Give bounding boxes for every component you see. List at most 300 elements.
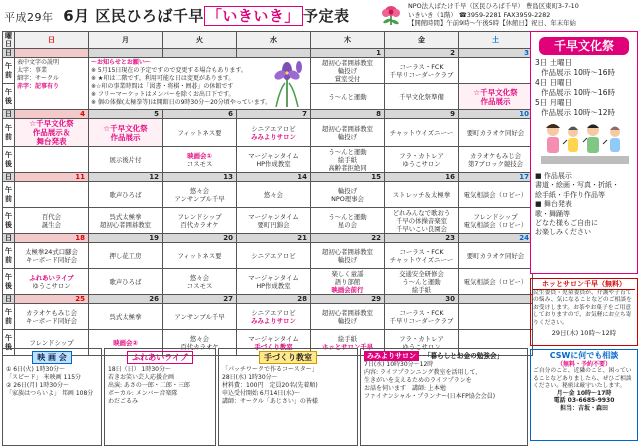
event-name: キーボード同好会 xyxy=(25,316,78,325)
date-number: 23 xyxy=(385,234,459,243)
movie-box xyxy=(2,348,102,446)
date-number: 22 xyxy=(311,234,385,243)
festival-bullet: 絵手紙・手作り作品等 xyxy=(535,190,605,199)
event-name: 百代カラオケ xyxy=(180,342,219,351)
event-name: フレンドシップ xyxy=(177,212,222,221)
event-cell xyxy=(385,243,459,269)
event-name: 作品展示 xyxy=(110,132,141,142)
slot-row-am xyxy=(3,304,533,330)
date-row-label: 日 xyxy=(3,173,15,182)
movie-line: ① 6日(火) 1時30分～ xyxy=(6,366,66,373)
event-name: 語り部館 xyxy=(334,277,361,286)
event-cell xyxy=(89,304,163,330)
csw-body: ご自分のこと、近隣のこと、困っていることなどありましたら、ぜひご相談ください。秘密は厳守いたします。 xyxy=(533,368,632,389)
flower-icon xyxy=(378,2,404,26)
date-number: 28 xyxy=(237,295,311,304)
event-name: シニアエアロビ xyxy=(251,124,296,133)
date-number: 20 xyxy=(163,234,237,243)
announcement-line: ※ 5月15日現在の予定ですので変更する場合もあります。 xyxy=(91,67,247,74)
event-name: フレンドシップ xyxy=(29,338,74,347)
event-name: マージャンタイム xyxy=(248,273,299,282)
slot-label-pm: 午後 xyxy=(3,147,15,173)
festival-line: 作品展示 10時～16時 xyxy=(541,68,615,77)
event-cell xyxy=(89,119,163,147)
event-name: 第7ブロック競技会 xyxy=(467,159,524,168)
craft-line: 28日(水) 1時30分～ xyxy=(222,374,278,381)
event-cell xyxy=(237,269,311,295)
slot-label-am: 午前 xyxy=(3,119,15,147)
event-cell xyxy=(163,304,237,330)
slot-label-pm: 午後 xyxy=(3,269,15,295)
event-name: ☆千早文化祭 xyxy=(29,119,74,128)
date-row xyxy=(3,234,533,243)
event-name: みみよりサロン xyxy=(251,316,296,325)
event-name: コーラス・FCK xyxy=(399,247,444,256)
event-name: 悠々会 xyxy=(263,190,284,199)
date-number: 12 xyxy=(89,173,163,182)
mimiyori-line: 7日(水) 10時30分～12時 xyxy=(364,361,434,368)
event-name: 輪投げ xyxy=(337,66,358,75)
legend-line: 細字：サークル xyxy=(17,75,59,82)
slot-label-pm: 午後 xyxy=(3,208,15,234)
event-cell xyxy=(311,304,385,330)
festival-bullet: 書道・絵画・写真・折紙・ xyxy=(535,181,619,190)
csw-hours: 月～金 10時～17時 xyxy=(556,390,612,398)
event-name: フラ・カトレア xyxy=(399,151,444,160)
craft-title: 手づくり教室 xyxy=(259,351,317,364)
event-cell xyxy=(311,243,385,269)
event-name: コーラス・FCK xyxy=(399,308,444,317)
right-panel xyxy=(530,31,638,441)
event-name: う～んと運動 xyxy=(402,277,441,286)
event-name: フィットネス要 xyxy=(177,128,222,137)
event-name: NPO理事会 xyxy=(331,194,364,203)
event-name: う～んと運動 xyxy=(328,212,367,221)
date-number: 1 xyxy=(311,49,385,58)
announcement-line: ※ フリーマーケットはメンバーを除くお出口下です。 xyxy=(91,91,235,98)
event-name: 歌声ひろば xyxy=(109,190,142,199)
event-cell xyxy=(459,269,533,295)
event-name: 超初心者囲碁教室 xyxy=(321,247,374,256)
event-name: 作品展示 xyxy=(480,96,511,106)
date-number: 25 xyxy=(15,295,89,304)
slot-label-am: 午前 xyxy=(3,243,15,269)
csw-phone: 電話 03-6685-9930 xyxy=(553,397,615,405)
date-number: 5 xyxy=(89,110,163,119)
date-row xyxy=(3,173,533,182)
festival-bullet: お楽しみください xyxy=(535,228,591,237)
date-number: 9 xyxy=(385,110,459,119)
event-cell xyxy=(15,182,89,208)
event-name: ☆千早文化祭 xyxy=(473,87,518,97)
legend-line: 太字：事業 xyxy=(17,67,48,74)
event-name: 絵手紙 xyxy=(337,334,358,343)
date-number xyxy=(15,49,89,58)
event-name: みみよりサロン xyxy=(251,132,296,141)
slot-label-am: 午前 xyxy=(3,58,15,84)
date-number: 10 xyxy=(459,110,533,119)
event-name: 要町円錦会 xyxy=(257,220,290,229)
live-line: 出演: あさの一郎・二郎・三郎 xyxy=(108,382,190,389)
title-era: 平成29年 xyxy=(4,11,54,24)
slot-label-pm: 午後 xyxy=(3,330,15,356)
facility-info xyxy=(408,2,636,28)
slot-row-am xyxy=(3,243,533,269)
event-cell xyxy=(311,84,385,110)
announcement-line: ※ ★印は二階です。利用可能な日は変更があります。 xyxy=(91,75,235,82)
page-title xyxy=(4,5,349,26)
date-number: 30 xyxy=(385,295,459,304)
event-cell xyxy=(311,119,385,147)
festival-bullet: 歌・舞踊等 xyxy=(535,209,570,218)
event-cell xyxy=(459,147,533,173)
date-number: 7 xyxy=(237,110,311,119)
event-name: 楽しく童謡 xyxy=(331,269,364,278)
event-cell xyxy=(385,269,459,295)
weekday-header: 水 xyxy=(237,32,311,49)
date-row xyxy=(3,49,533,58)
event-name: チャットウイズニーー xyxy=(389,128,454,137)
announcement-note xyxy=(89,58,311,110)
title-month: 6月 xyxy=(63,7,90,25)
event-name: 舞台発表 xyxy=(36,137,67,146)
event-name: ストレッチ＆太極拳 xyxy=(392,190,451,199)
event-name: 輪投げ xyxy=(337,255,358,264)
event-cell xyxy=(385,58,459,84)
event-cell xyxy=(89,208,163,234)
event-name: 超初心者囲碁教室 xyxy=(321,308,374,317)
event-name: 星の会 xyxy=(337,220,358,229)
calendar-table xyxy=(2,31,533,356)
event-name: 悠々会 xyxy=(189,186,210,195)
event-cell xyxy=(163,119,237,147)
craft-box xyxy=(218,348,358,446)
weekday-header: 金 xyxy=(385,32,459,49)
date-number: 19 xyxy=(89,234,163,243)
announcement-line: ～お知らせとお願い～ xyxy=(91,59,151,66)
festival-title: 千早文化祭 xyxy=(539,37,629,55)
live-title: ふれあいライブ xyxy=(127,351,193,364)
csw-staff: 担当：吉坂・森田 xyxy=(559,404,608,412)
event-cell xyxy=(311,147,385,173)
event-cell xyxy=(163,182,237,208)
event-cell xyxy=(459,58,533,84)
date-number xyxy=(237,49,311,58)
slot-row-am xyxy=(3,119,533,147)
iris-icon xyxy=(266,59,308,107)
event-cell xyxy=(237,243,311,269)
date-row xyxy=(3,110,533,119)
event-name: 映画会前行 xyxy=(331,285,364,294)
event-name: 千早の体操音楽室 xyxy=(395,216,448,225)
event-cell xyxy=(237,208,311,234)
slot-row-am xyxy=(3,182,533,208)
event-name: ゆうこサロン xyxy=(402,159,441,168)
mimiyori-line: お話を伺います 講師: 上本勉 xyxy=(364,385,446,392)
event-cell xyxy=(385,84,459,110)
date-number: 17 xyxy=(459,173,533,182)
event-name: 輪投げ xyxy=(337,186,358,195)
event-cell xyxy=(459,208,533,234)
event-cell xyxy=(237,119,311,147)
event-cell xyxy=(163,269,237,295)
date-number: 2 xyxy=(385,49,459,58)
event-cell xyxy=(311,208,385,234)
event-name: 電気相談会（ロビー） xyxy=(463,220,528,229)
slot-row-pm xyxy=(3,208,533,234)
date-number: 27 xyxy=(163,295,237,304)
event-name: 映画会② xyxy=(113,338,138,347)
event-cell xyxy=(459,304,533,330)
legend-line: 表中文字の説明 xyxy=(17,59,60,66)
date-row-label: 日 xyxy=(3,110,15,119)
event-name: 千早リコーダークラブ xyxy=(389,316,454,325)
date-number: 29 xyxy=(311,295,385,304)
live-line: わだごるみ xyxy=(108,398,139,405)
date-number xyxy=(163,49,237,58)
weekday-header-row xyxy=(3,32,533,49)
event-cell xyxy=(385,208,459,234)
date-number: 4 xyxy=(15,110,89,119)
event-cell xyxy=(311,58,385,84)
event-name: コスモス xyxy=(186,159,213,168)
event-name: 超初心者囲碁教室 xyxy=(321,124,374,133)
event-cell xyxy=(385,304,459,330)
event-name: 輪投げ xyxy=(337,132,358,141)
event-cell xyxy=(163,147,237,173)
movie-line: 「スピード」 米映画 115分 xyxy=(6,374,82,381)
event-name: 歌声ひろば xyxy=(109,277,142,286)
event-cell xyxy=(237,304,311,330)
event-cell xyxy=(459,182,533,208)
date-number: 18 xyxy=(15,234,89,243)
event-name: 呉式太極拳 xyxy=(109,312,142,321)
festival-line: 5日 月曜日 xyxy=(535,98,573,107)
event-cell xyxy=(385,147,459,173)
title-highlight: 「いきいき」 xyxy=(204,6,303,26)
slot-label-am: 午前 xyxy=(3,304,15,330)
event-name: フレンドシップ xyxy=(473,212,518,221)
date-row-label: 日 xyxy=(3,49,15,58)
event-cell xyxy=(15,119,89,147)
event-name: マージャンタイム xyxy=(248,334,299,343)
festival-bullet: ■ 作品展示 xyxy=(535,172,572,180)
event-cell xyxy=(237,182,311,208)
craft-line: 講師：サークル「あじさい」の皆様 xyxy=(222,398,318,405)
movie-line: ② 26日(月) 1時30分～ xyxy=(6,382,69,389)
festival-line: 作品展示 10時～12時 xyxy=(541,108,615,117)
event-cell xyxy=(89,182,163,208)
event-name: 太極拳24式口腳会 xyxy=(25,247,78,256)
event-cell xyxy=(459,243,533,269)
event-name: 百代カラオケ xyxy=(180,220,219,229)
facility-info-line: いきいき（1階） ☎3959-2281 FAX3959-2282 xyxy=(408,10,551,19)
event-name: アンサンブル千早 xyxy=(174,312,225,321)
festival-bullet: ■ 舞台発表 xyxy=(535,200,572,209)
event-cell xyxy=(15,208,89,234)
event-name: 絵手紙 xyxy=(411,285,432,294)
event-name: ☆千早文化祭 xyxy=(103,123,148,133)
event-name: 悠々会 xyxy=(189,334,210,343)
event-name: HP作成教室 xyxy=(256,281,291,290)
event-name: ゆうこサロン xyxy=(32,281,71,290)
mimiyori-box xyxy=(360,348,528,446)
event-name: コスモス xyxy=(186,281,213,290)
live-box xyxy=(104,348,216,446)
event-name: シニアエアロビ xyxy=(251,251,296,260)
event-cell xyxy=(15,147,89,173)
festival-line: 4日 日曜日 xyxy=(535,78,573,87)
event-cell xyxy=(311,269,385,295)
date-number: 6 xyxy=(163,110,237,119)
event-name: 作品展示＆ xyxy=(32,128,71,137)
movie-title: 映 画 会 xyxy=(32,351,72,364)
event-name: 絵手紙 xyxy=(337,155,358,164)
title-pre: 区民ひろば千早 xyxy=(95,7,204,25)
event-name: ホッとサロン千早 xyxy=(321,342,374,351)
weekday-header: 火 xyxy=(163,32,237,49)
date-number: 13 xyxy=(163,173,237,182)
facility-info-line: 【開館時間】午前9時～午後5時【休館日】祝日、年末年始 xyxy=(408,19,576,28)
event-name: 電気相談会（ロビー） xyxy=(463,190,528,199)
event-name: う～んと運動 xyxy=(328,92,367,101)
event-name: 千早リコーダークラブ xyxy=(389,70,454,79)
slot-row-pm xyxy=(3,269,533,295)
date-number: 21 xyxy=(237,234,311,243)
slot-row-pm xyxy=(3,147,533,173)
event-name: ふれあいライブ xyxy=(29,273,74,282)
salon-date: 29日(木) 10時～12時 xyxy=(551,329,617,338)
announcement-line: ※ 個の体操(太極拳等)は開館日の9時30分～20分頃やっています。 xyxy=(91,99,272,106)
event-name: 百代会 xyxy=(41,212,62,221)
event-name: 押し花工房 xyxy=(109,251,142,260)
csw-title: CSWに何でも相談 xyxy=(549,351,619,360)
date-number: 14 xyxy=(237,173,311,182)
live-line: 18日（日） 1時30分～ xyxy=(108,366,171,373)
event-cell xyxy=(163,208,237,234)
event-cell xyxy=(89,269,163,295)
festival-box xyxy=(530,31,638,274)
event-name: どれみんなで歌おう xyxy=(392,208,451,217)
event-cell xyxy=(163,243,237,269)
live-line: ボーカル: メンバー音楽隊 xyxy=(108,390,178,397)
csw-box xyxy=(530,349,638,441)
craft-line: 材料費：100円 定員20名(先着順) xyxy=(222,382,318,389)
event-name: HP作成教室 xyxy=(256,159,291,168)
event-cell xyxy=(237,147,311,173)
weekday-header: 日 xyxy=(15,32,89,49)
weekday-header: 木 xyxy=(311,32,385,49)
event-name: コーラス・FCK xyxy=(399,62,444,71)
event-name: 賞室受付 xyxy=(334,74,361,83)
event-name: 要町カラオケ同好会 xyxy=(466,128,525,137)
craft-line: 申込受付開始 6月14日(水)～ xyxy=(222,390,301,397)
people-illustration xyxy=(539,120,631,166)
date-number xyxy=(89,49,163,58)
event-name: シニアエアロビ xyxy=(251,308,296,317)
event-cell xyxy=(89,243,163,269)
announcement-line: ※☆印の事業時間は「図書・将棋・囲碁」の休館です xyxy=(91,83,234,90)
date-row xyxy=(3,295,533,304)
event-name: 展示後片付 xyxy=(109,155,142,164)
event-name: マージャンタイム xyxy=(248,151,299,160)
event-name: ゆうこサロン xyxy=(402,342,441,351)
event-cell xyxy=(459,119,533,147)
event-name: 悠々会 xyxy=(189,273,210,282)
event-cell xyxy=(385,182,459,208)
event-name: チャットウイズニーー xyxy=(389,255,454,264)
festival-line: 作品展示 10時～16時 xyxy=(541,88,615,97)
mimiyori-line: 内容: ライフプランニング教室を活用して、 xyxy=(364,369,482,376)
csw-subtitle: （無料・予約不要） xyxy=(556,361,611,368)
event-cell xyxy=(89,147,163,173)
date-row-label: 日 xyxy=(3,295,15,304)
craft-line: 「パッチワークで作るコースター」 xyxy=(222,366,318,373)
event-name: キーボード同好会 xyxy=(25,255,78,264)
festival-line: 3日 土曜日 xyxy=(535,58,573,67)
date-row-label: 日 xyxy=(3,234,15,243)
legend-line: 赤字：記事有り xyxy=(17,83,60,90)
event-name: 交通安全研修会 xyxy=(399,269,444,278)
slot-label-am: 午前 xyxy=(3,182,15,208)
event-name: カラオケもみじ会 xyxy=(26,308,77,317)
event-name: 千早文化祭準備 xyxy=(399,92,444,101)
event-name: マージャンタイム xyxy=(248,212,299,221)
event-cell xyxy=(311,182,385,208)
legend-note xyxy=(15,58,89,110)
event-name: 電気相談会（ロビー） xyxy=(463,277,528,286)
salon-title: ホッとサロン千早（無料） xyxy=(533,280,635,290)
event-cell xyxy=(459,84,533,110)
event-name: 手づくり教室 xyxy=(254,342,293,351)
event-cell xyxy=(15,269,89,295)
event-name: 映画会① xyxy=(187,151,212,160)
slot-row-am xyxy=(3,58,533,84)
salon-body: 民生委員・児童委員が、介護や子育ての悩み、気になることなどのご相談をお受けします。お茶やお菓子をご用意しておりますので、お気軽にお立ち寄りください。 xyxy=(533,290,632,326)
event-name: アンサンブル千早 xyxy=(174,194,225,203)
date-number: 15 xyxy=(311,173,385,182)
weekday-header: 土 xyxy=(459,32,533,49)
event-name: 超初心者囲碁教室 xyxy=(99,220,152,229)
event-cell xyxy=(385,119,459,147)
weekday-header: 曜日 xyxy=(3,32,15,49)
date-number: 26 xyxy=(89,295,163,304)
facility-info-line: NPO法人ばたけ千早（区民ひろば千早） 豊島区東町3-7-10 xyxy=(408,2,579,10)
salon-box xyxy=(530,278,638,346)
mimiyori-topic: 「暮らしとお金の勉強会」 xyxy=(423,352,504,360)
mimiyori-title: みみよりサロン xyxy=(364,351,419,361)
page-header xyxy=(0,0,640,30)
event-name: 要町カラオケ同好会 xyxy=(466,251,525,260)
mimiyori-line: ファイナンシャル・プランナー(日本FP協会会員) xyxy=(364,393,496,400)
event-cell xyxy=(15,243,89,269)
date-number xyxy=(459,295,533,304)
festival-bullet: どなた様もご自由に xyxy=(535,219,598,228)
date-number: 3 xyxy=(459,49,533,58)
event-name: 超初心者囲碁教室 xyxy=(321,58,374,67)
event-name: フラ・カトレア xyxy=(399,334,444,343)
event-name: フィットネス要 xyxy=(177,251,222,260)
event-name: 呉式太極拳 xyxy=(109,212,142,221)
slot-label-pm: 午後 xyxy=(3,84,15,110)
event-name: 千早いこい良園会 xyxy=(395,224,448,233)
event-name: 輪投げ xyxy=(337,316,358,325)
event-name: う～んと運動 xyxy=(328,147,367,156)
weekday-header: 月 xyxy=(89,32,163,49)
date-number: 11 xyxy=(15,173,89,182)
event-name: 高齢者拒絶同 xyxy=(328,163,367,172)
live-line: 若きお笑い芸人応援企画 xyxy=(108,374,175,381)
